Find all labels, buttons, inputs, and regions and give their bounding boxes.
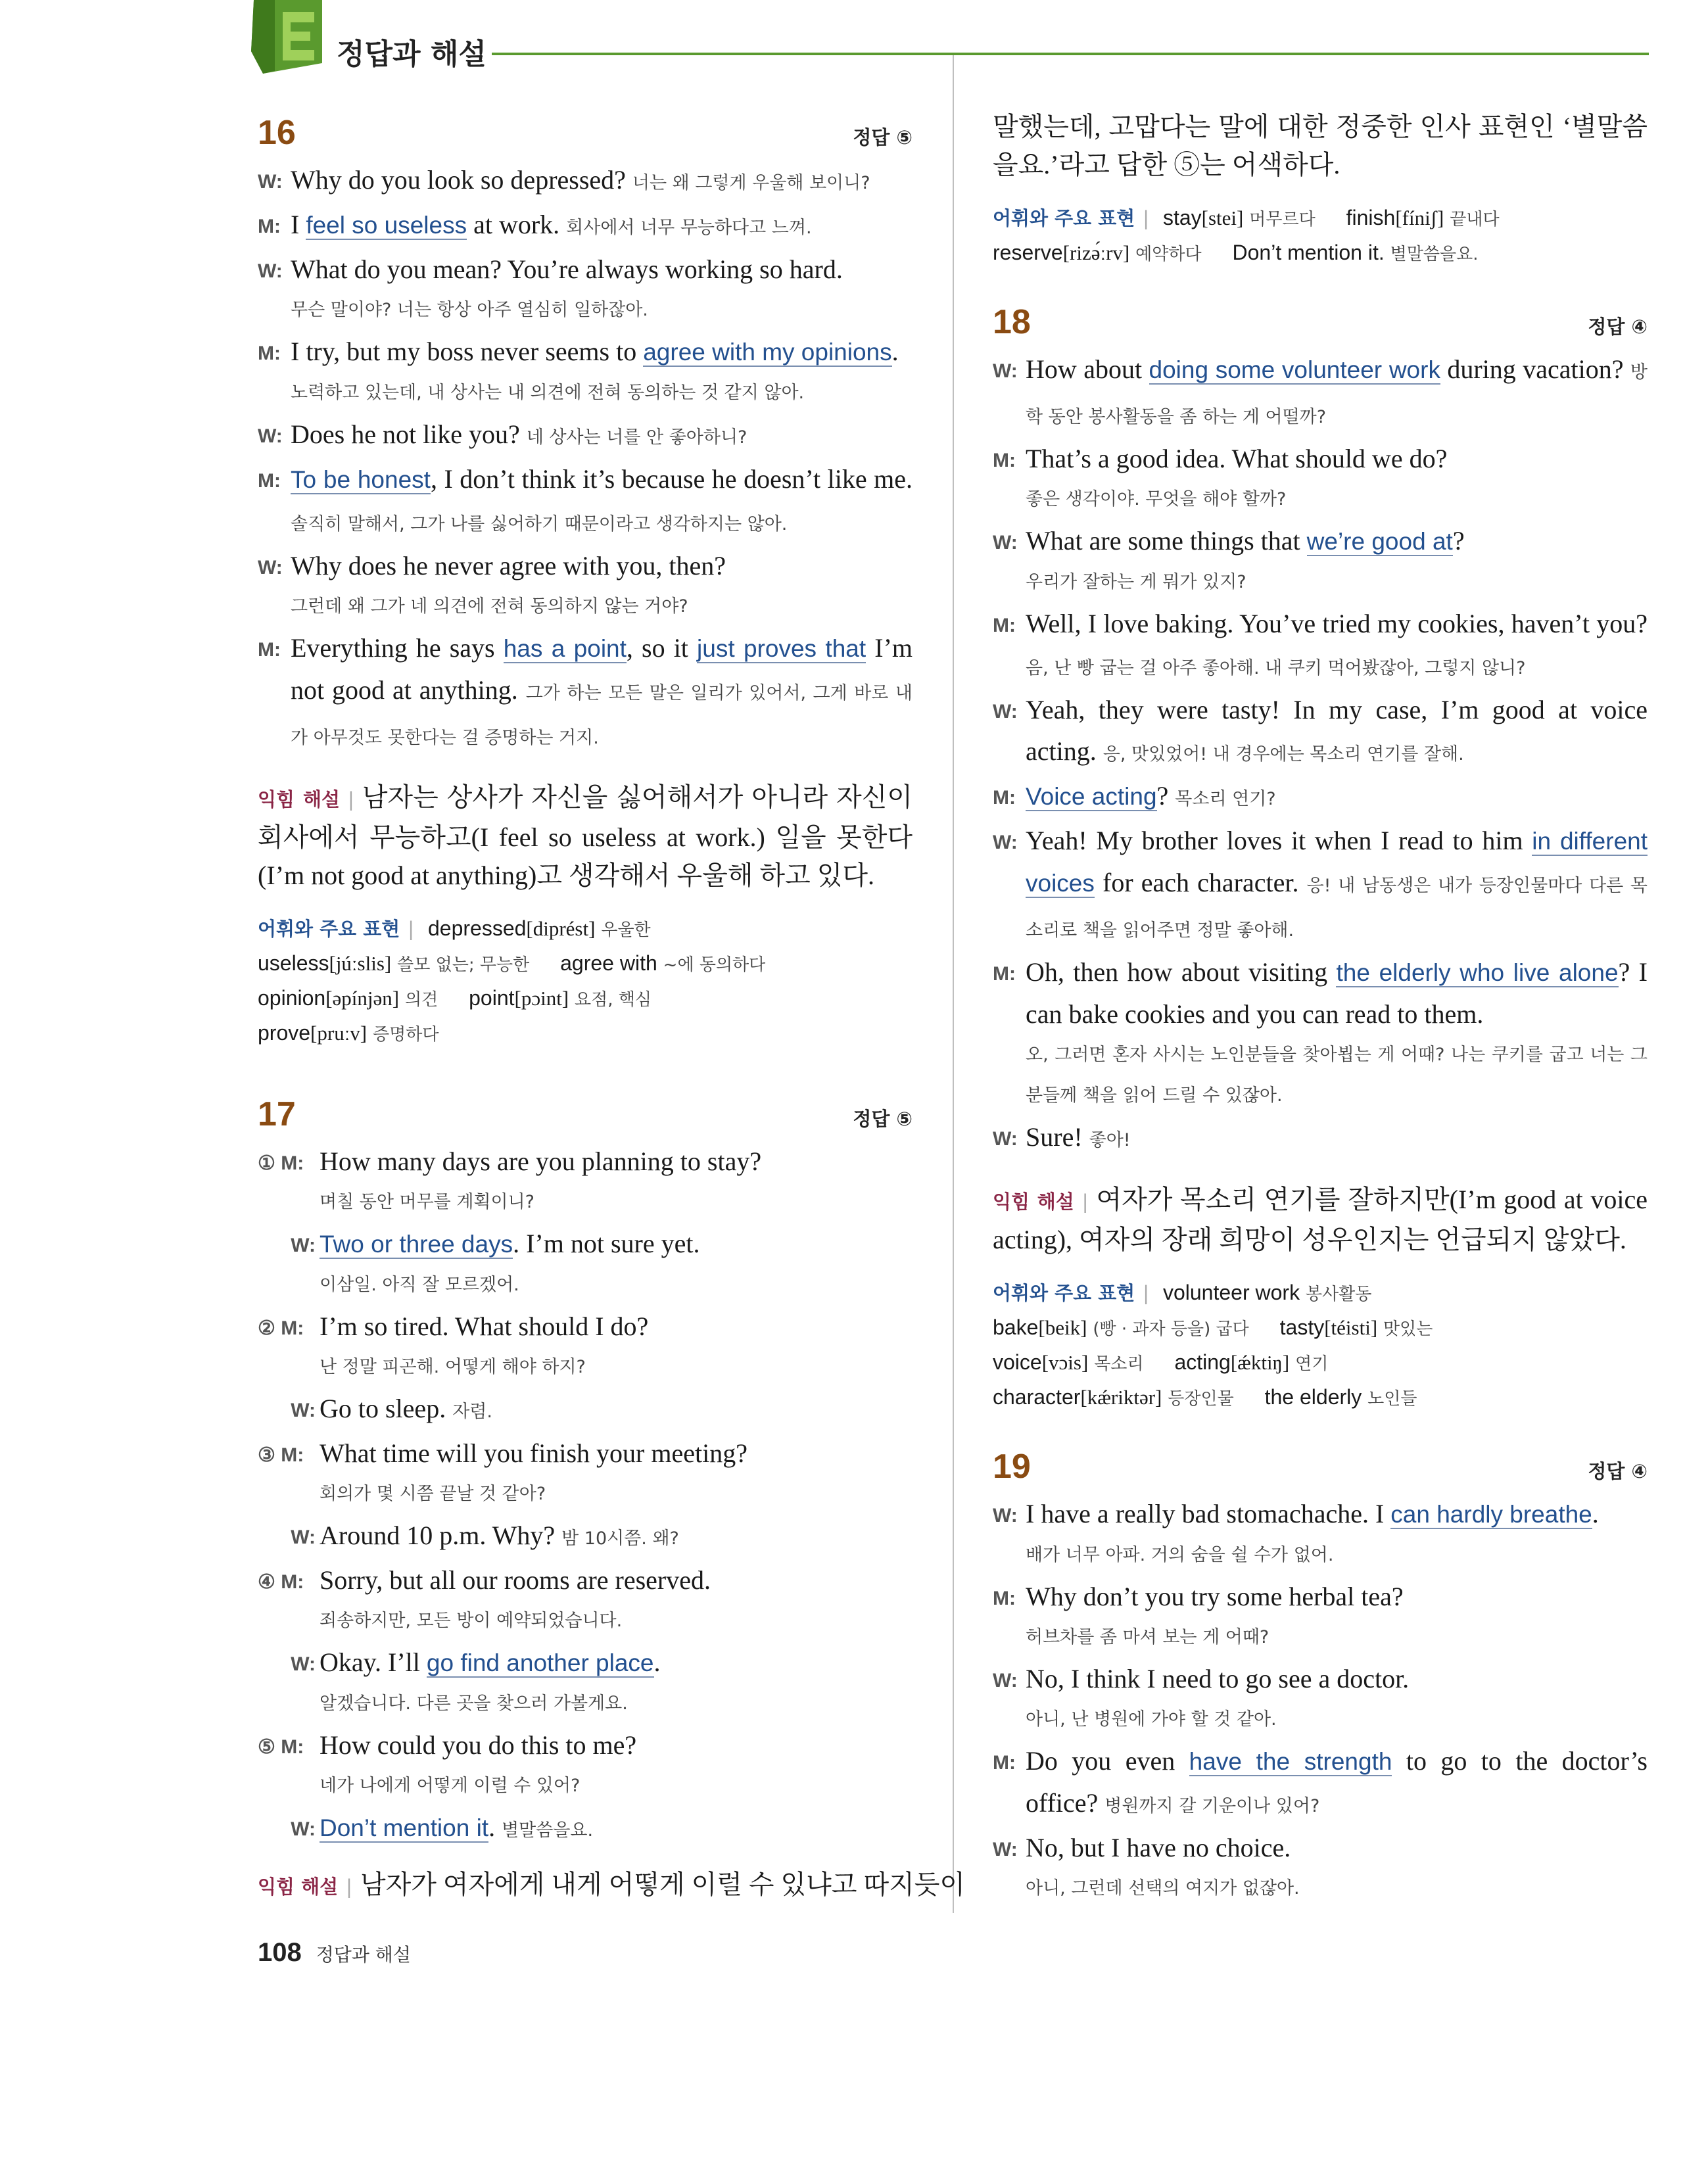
key-expression: can hardly breathe [1390, 1501, 1592, 1528]
vocabulary-box: 어휘와 주요 표현 | stay[stei] 머무르다 finish[fíniʃ] 끝내다 reserve[rizə́ːrv] 예약하다 Don’t mention it. 별말씀을요. [993, 206, 1500, 264]
vocab-item: useless[júːslis] 쓸모 없는; 무능한 [258, 951, 530, 975]
explanation-continued: 말했는데, 고맙다는 말에 대한 정중한 인사 표현인 ‘별말씀을요.’라고 답한 ⑤는 어색하다. [993, 112, 1648, 179]
dialogue-line: M: Everything he says has a point, so it just proves that I’m not good at anything. 그가 하는 모든 말은 일리가 있어서, 그게 바로 내가 아무것도 못한다는 걸 증명하는 거지. [258, 633, 913, 748]
vocabulary-label: 어휘와 주요 표현 [258, 918, 400, 940]
dialogue-line: M: I feel so useless at work. 회사에서 너무 무능하다고 느껴. [258, 210, 812, 239]
dialogue-line: W: Why does he never agree with you, then? 그런데 왜 그가 네 의견에 전혀 동의하지 않는 거야? [258, 551, 726, 617]
key-expression: the elderly who live alone [1336, 959, 1619, 986]
vocab-item: character[kǽriktər] 등장인물 [993, 1385, 1234, 1409]
option-line: ③ M: What time will you finish your meeting? 회의가 몇 시쯤 끝날 것 같아? [258, 1438, 747, 1504]
dialogue-line: M: Well, I love baking. You’ve tried my cookies, haven’t you? 음, 난 빵 굽는 걸 아주 좋아해. 내 쿠키 먹어봤잖아, 그렇지 않니? [993, 609, 1648, 678]
option-line: ① M: How many days are you planning to stay? 며칠 동안 머무를 계획이니? [258, 1146, 762, 1212]
vocab-item: prove[pruːv] 증명하다 [258, 1021, 439, 1045]
vocab-item: the elderly 노인들 [1264, 1385, 1417, 1409]
dialogue-line: W: Does he not like you? 네 상사는 너를 안 좋아하니? [258, 419, 747, 449]
option-line: W: Two or three days. I’m not sure yet. 이삼일. 아직 잘 모르겠어. [291, 1229, 700, 1295]
dialogue-line: M: That’s a good idea. What should we do? 좋은 생각이야. 무엇을 해야 할까? [993, 444, 1448, 509]
option-line: W: Around 10 p.m. Why? 밤 10시쯤. 왜? [291, 1521, 679, 1550]
vocab-item: agree with ~에 동의하다 [560, 951, 766, 975]
vocab-item: depressed[diprést] 우울한 [427, 916, 651, 940]
key-expression: agree with my opinions [643, 339, 892, 366]
dialogue-line: W: How about doing some volunteer work during vacation? 방학 동안 봉사활동을 좀 하는 게 어떨까? [993, 354, 1648, 427]
vocab-item: point[pɔint] 요점, 핵심 [469, 986, 652, 1010]
question-number: 17 [258, 1095, 296, 1133]
option-line: W: Okay. I’ll go find another place. 알겠습니다. 다른 곳을 찾으러 가볼게요. [291, 1647, 661, 1714]
dialogue-line: M: I try, but my boss never seems to agree with my opinions. 노력하고 있는데, 내 상사는 내 의견에 전혀 동의하는 것 같지 않아. [258, 337, 899, 403]
option-line: ⑤ M: How could you do this to me? 네가 나에게 어떻게 이럴 수 있어? [258, 1730, 637, 1796]
answer-label: 정답 ④ [1588, 316, 1648, 338]
question-17-continued [993, 108, 1648, 271]
column-divider [953, 55, 954, 1913]
key-expression: feel so useless [306, 212, 467, 239]
key-expression: just proves that [697, 635, 866, 662]
answer-label: 정답 ④ [1588, 1460, 1648, 1482]
dialogue-line: M: Do you even have the strength to go to the doctor’s office? 병원까지 갈 기운이나 있어? [993, 1746, 1648, 1818]
dialogue-line: W: Yeah, they were tasty! In my case, I’m good at voice acting. 응, 맛있었어! 내 경우에는 목소리 연기를 잘해. [993, 695, 1648, 766]
key-expression: in different voices [1026, 828, 1648, 897]
vocabulary-box: 어휘와 주요 표현 | depressed[diprést] 우울한 useless[júːslis] 쓸모 없는; 무능한 agree with ~에 동의하다 opinion[əpínjən] 의견 point[pɔint] 요점, 핵심 prove[pruːv] 증명하다 [258, 916, 766, 1045]
dialogue-line: M: Oh, then how about visiting the elderly who live alone? I can bake cookies and you can read to them. 오, 그러면 혼자 사시는 노인분들을 찾아뵙는 게 어때? 나는 쿠키를 굽고 너는 그분들께 책을 읽어 드릴 수 있잖아. [993, 957, 1648, 1106]
vocab-item: acting[ǽktiŋ] 연기 [1174, 1350, 1329, 1374]
page-number: 108 [258, 1938, 302, 1967]
vocab-item: reserve[rizə́ːrv] 예약하다 [993, 241, 1202, 264]
question-number: 18 [993, 303, 1031, 341]
page-header-title: 정답과 해설 [337, 37, 486, 71]
key-expression: have the strength [1189, 1748, 1392, 1775]
key-expression: Voice acting [1026, 783, 1157, 810]
vocab-item: finish[fíniʃ] 끝내다 [1346, 206, 1500, 229]
question-17 [258, 1095, 966, 1906]
explanation: 익힘 해설 | 남자는 상사가 자신을 싫어해서가 아니라 자신이 회사에서 무능하고(I feel so useless at work.) 일을 못한다(I’m not good at anything)고 생각해서 우울해 하고 있다. [258, 782, 913, 890]
key-expression: doing some volunteer work [1149, 356, 1440, 383]
explanation: 익힘 해설 | 남자가 여자에게 내게 어떻게 이럴 수 있냐고 따지듯이 [258, 1870, 966, 1899]
vocabulary-label: 어휘와 주요 표현 [993, 1282, 1135, 1304]
right-column [993, 55, 1648, 1909]
explanation-label: 익힘 해설 [993, 1191, 1074, 1213]
option-line: W: Don’t mention it. 별말씀을요. [291, 1812, 594, 1842]
option-line: ② M: I’m so tired. What should I do? 난 정말 피곤해. 어떻게 해야 하지? [258, 1311, 649, 1377]
dialogue-line: W: Yeah! My brother loves it when I read to him in different voices for each character. 응! 내 남동생은 내가 등장인물마다 다른 목소리로 책을 읽어주면 정말 좋아해. [993, 826, 1648, 941]
key-expression: we’re good at [1306, 528, 1453, 555]
dialogue-line: W: I have a really bad stomachache. I can hardly breathe. 배가 너무 아파. 거의 숨을 쉴 수가 없어. [993, 1499, 1599, 1565]
vocab-item: volunteer work 봉사활동 [1162, 1281, 1372, 1304]
vocabulary-box: 어휘와 주요 표현 | volunteer work 봉사활동 bake[beik] (빵 · 과자 등을) 굽다 tasty[téisti] 맛있는 voice[vɔis] 목소리 acting[ǽktiŋ] 연기 character[kǽriktər] 등장인물 the elderly 노인들 [993, 1281, 1433, 1409]
vocab-item: stay[stei] 머무르다 [1162, 206, 1316, 229]
dialogue-line: M: Voice acting? 목소리 연기? [993, 781, 1276, 811]
question-number: 19 [993, 1448, 1031, 1486]
answer-label: 정답 ⑤ [853, 1108, 913, 1130]
dialogue-line: M: Why don’t you try some herbal tea? 허브차를 좀 마셔 보는 게 어때? [993, 1582, 1404, 1647]
explanation-label: 익힘 해설 [258, 788, 341, 811]
question-18 [993, 305, 1648, 1415]
vocabulary-label: 어휘와 주요 표현 [993, 207, 1135, 229]
key-expression: Don’t mention it [320, 1814, 489, 1841]
explanation: 익힘 해설 | 여자가 목소리 연기를 잘하지만(I’m good at voice acting), 여자의 장래 희망이 성우인지는 언급되지 않았다. [993, 1185, 1648, 1254]
explanation-label: 익힘 해설 [258, 1876, 339, 1898]
option-line: W: Go to sleep. 자렴. [291, 1394, 492, 1423]
dialogue-line: W: Sure! 좋아! [993, 1122, 1131, 1152]
vocab-item: voice[vɔis] 목소리 [993, 1350, 1144, 1374]
key-expression: Two or three days [320, 1231, 513, 1258]
page-footer [258, 1938, 411, 1968]
dialogue-line: W: No, I think I need to go see a doctor. 아니, 난 병원에 가야 할 것 같아. [993, 1664, 1410, 1730]
vocab-item: bake[beik] (빵 · 과자 등을) 굽다 [993, 1315, 1249, 1339]
key-expression: has a point [503, 635, 627, 662]
dialogue-line: W: No, but I have no choice. 아니, 그런데 선택의 여지가 없잖아. [993, 1833, 1300, 1899]
vocab-item: Don’t mention it. 별말씀을요. [1232, 241, 1479, 264]
option-line: ④ M: Sorry, but all our rooms are reserved. 죄송하지만, 모든 방이 예약되었습니다. [258, 1565, 711, 1631]
dialogue-line: M: To be honest, I don’t think it’s because he doesn’t like me. 솔직히 말해서, 그가 나를 싫어하기 때문이라고 생각하지는 않아. [258, 464, 913, 534]
dialogue-line: W: Why do you look so depressed? 너는 왜 그렇게 우울해 보이니? [258, 165, 870, 195]
question-number: 16 [258, 114, 296, 152]
key-expression: go find another place [426, 1649, 654, 1676]
vocab-item: tasty[téisti] 맛있는 [1279, 1315, 1433, 1339]
answer-label: 정답 ⑤ [853, 126, 913, 149]
footer-label: 정답과 해설 [316, 1944, 411, 1966]
question-16 [258, 116, 913, 1051]
question-19 [993, 1450, 1648, 1909]
vocab-item: opinion[əpínjən] 의견 [258, 986, 439, 1010]
left-column [258, 55, 966, 1906]
key-expression: To be honest [291, 466, 431, 493]
dialogue-line: W: What are some things that we’re good at? 우리가 잘하는 게 뭐가 있지? [993, 526, 1465, 592]
dialogue-line: W: What do you mean? You’re always working so hard. 무슨 말이야? 너는 항상 아주 열심히 일하잖아. [258, 254, 843, 320]
